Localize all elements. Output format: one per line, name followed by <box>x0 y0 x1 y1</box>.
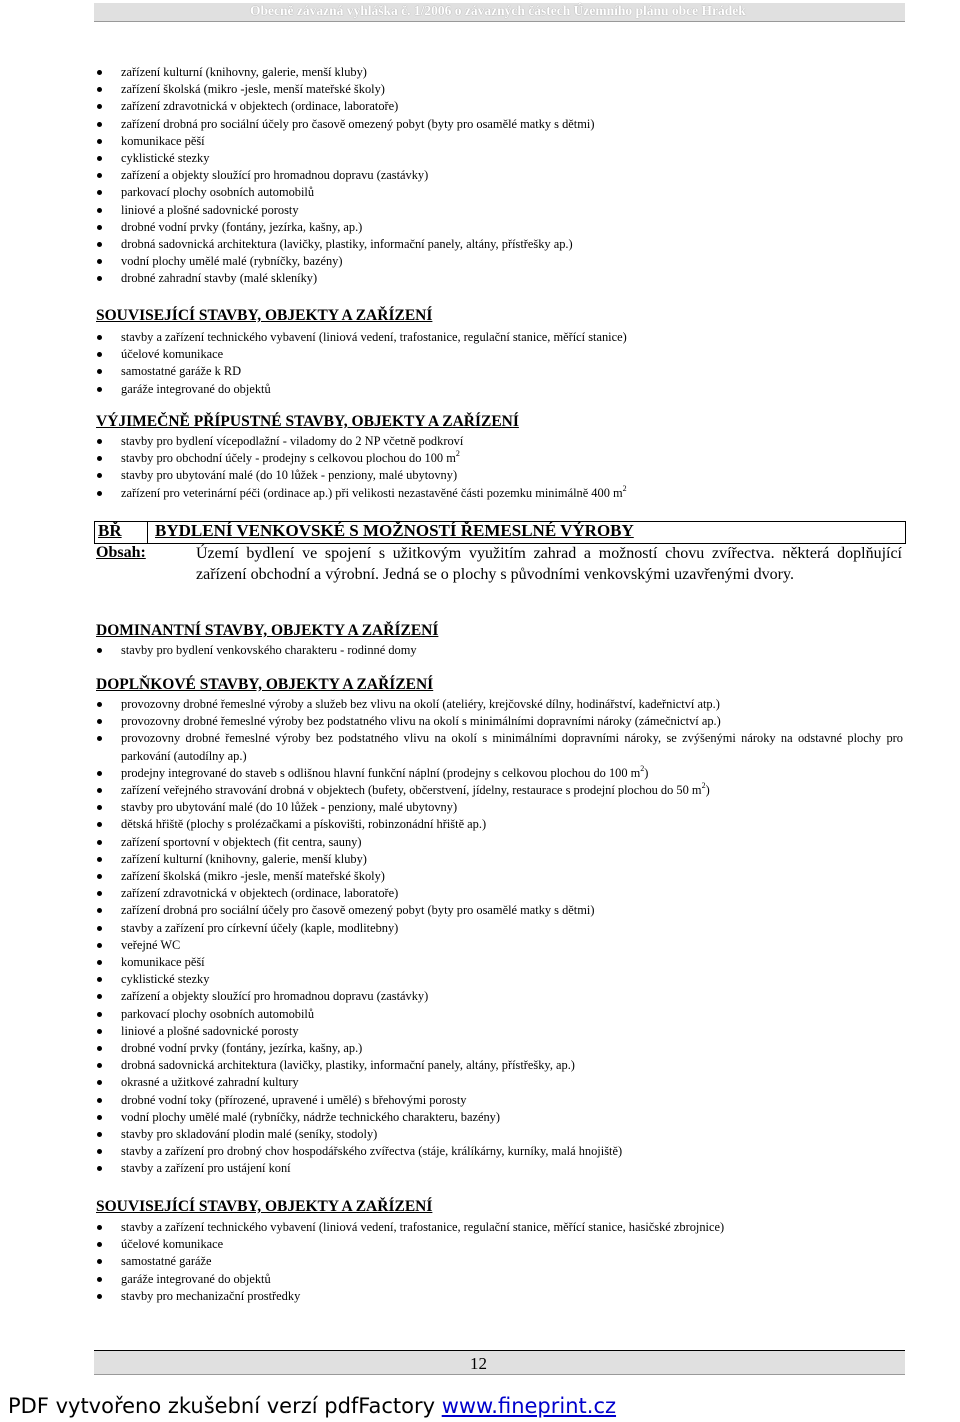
list-item: stavby a zařízení pro drobný chov hospodářského zvířectva (stáje, králíkárny, kurníky, malá hnojiště) <box>96 1143 903 1160</box>
list-item: zařízení sportovní v objektech (fit centra, sauny) <box>96 834 903 851</box>
footer-bar <box>94 1351 905 1375</box>
list-item: cyklistické stezky <box>96 971 903 988</box>
list-item: drobné vodní prvky (fontány, jezírka, kašny, ap.) <box>96 219 594 236</box>
page-number: 12 <box>470 1354 487 1373</box>
watermark-link[interactable]: www.fineprint.cz <box>441 1394 617 1418</box>
list-item: zařízení kulturní (knihovny, galerie, menší kluby) <box>96 851 903 868</box>
list-item: stavby a zařízení pro ustájení koní <box>96 1160 903 1177</box>
list-item: drobné vodní prvky (fontány, jezírka, kašny, ap.) <box>96 1040 903 1057</box>
list-item: komunikace pěší <box>96 133 594 150</box>
list-item: samostatné garáže <box>96 1253 724 1270</box>
list-item: zařízení školská (mikro -jesle, menší mateřské školy) <box>96 81 594 98</box>
list-item: zařízení drobná pro sociální účely pro časově omezený pobyt (byty pro osamělé matky s dětmi) <box>96 902 903 919</box>
list-dominantni <box>96 642 417 659</box>
list-item: okrasné a užitkové zahradní kultury <box>96 1074 903 1091</box>
zone-code: BŘ <box>98 521 122 540</box>
list-item: drobná sadovnická architektura (lavičky, plastiky, informační panely, altány, přístřešky ap.) <box>96 236 594 253</box>
list-item: zařízení zdravotnická v objektech (ordinace, laboratoře) <box>96 98 594 115</box>
list-item: cyklistické stezky <box>96 150 594 167</box>
list-item: účelové komunikace <box>96 1236 724 1253</box>
obsah-label: Obsah: <box>96 544 146 561</box>
list-item: stavby pro bydlení venkovského charakteru - rodinné domy <box>96 642 417 659</box>
list-item: zařízení pro veterinární péči (ordinace ap.) při velikosti nezastavěné části pozemku minimálně 400 $m^2$ <box>96 485 627 502</box>
list-souvisejici <box>96 329 627 398</box>
list-item: vodní plochy umělé malé (rybníčky, bazény) <box>96 253 594 270</box>
section-heading-vyjimecne: VÝJIMEČNĚ PŘÍPUSTNÉ STAVBY, OBJEKTY A ZAŘÍZENÍ <box>96 413 519 430</box>
list-item: liniové a plošné sadovnické porosty <box>96 1023 903 1040</box>
list-item: liniové a plošné sadovnické porosty <box>96 202 594 219</box>
obsah-text: Území bydlení ve spojení s užitkovým využitím zahrad a možností chovu zvířectva. některá doplňující zařízení obchodní a výrobní. Jedná se o plochy s původními venkovskými uzavřenými dvory. <box>196 545 902 583</box>
list-item: stavby pro mechanizační prostředky <box>96 1288 724 1305</box>
list-item: stavby a zařízení technického vybavení (liniová vedení, trafostanice, regulační stanice, měřící stanice) <box>96 329 627 346</box>
list-item: drobná sadovnická architektura (lavičky, plastiky, informační panely, altány, přístřešky, ap.) <box>96 1057 903 1074</box>
list-item: komunikace pěší <box>96 954 903 971</box>
document-header-title: Obecně závazná vyhláška č. 1/2006 o závazných částech Územního plánu obce Hrádek <box>250 3 746 18</box>
list-item: provozovny drobné řemeslné výroby a služeb bez vlivu na okolí (ateliéry, krejčovské dílny, hodinářství, kadeřnictví atp.) <box>96 696 903 713</box>
list-item: stavby a zařízení pro církevní účely (kaple, modlitebny) <box>96 920 903 937</box>
list-item: drobné zahradní stavby (malé skleníky) <box>96 270 594 287</box>
list-item: samostatné garáže k RD <box>96 363 627 380</box>
list-item: garáže integrované do objektů <box>96 1271 724 1288</box>
list-item: prodejny integrované do staveb s odlišnou hlavní funkční náplní (prodejny s celkovou plochou do 100 $m^2$) <box>96 765 903 782</box>
list-item: dětská hřiště (plochy s prolézačkami a pískovišti, robinzonádní hřiště ap.) <box>96 816 903 833</box>
list-item: zařízení zdravotnická v objektech (ordinace, laboratoře) <box>96 885 903 902</box>
section-heading-doplnkove: DOPLŇKOVÉ STAVBY, OBJEKTY A ZAŘÍZENÍ <box>96 676 434 693</box>
list-item: garáže integrované do objektů <box>96 381 627 398</box>
list-item: stavby pro ubytování malé (do 10 lůžek - penziony, malé ubytovny) <box>96 799 903 816</box>
list-item: zařízení a objekty sloužící pro hromadnou dopravu (zastávky) <box>96 988 903 1005</box>
list-item: stavby pro bydlení vícepodlažní - viladomy do 2 NP včetně podkroví <box>96 433 627 450</box>
list-item: zařízení a objekty sloužící pro hromadnou dopravu (zastávky) <box>96 167 594 184</box>
list-item: vodní plochy umělé malé (rybníčky, nádrže technického charakteru, bazény) <box>96 1109 903 1126</box>
list-item: stavby a zařízení technického vybavení (liniová vedení, trafostanice, regulační stanice, měřící stanice, hasičské zbrojnice) <box>96 1219 724 1236</box>
list-item: účelové komunikace <box>96 346 627 363</box>
zone-header-divider <box>147 521 148 543</box>
list-item: zařízení drobná pro sociální účely pro časově omezený pobyt (byty pro osamělé matky s dětmi) <box>96 116 594 133</box>
list-item: zařízení školská (mikro -jesle, menší mateřské školy) <box>96 868 903 885</box>
section-heading-souvisejici: SOUVISEJÍCÍ STAVBY, OBJEKTY A ZAŘÍZENÍ <box>96 1198 433 1215</box>
list-item: parkovací plochy osobních automobilů <box>96 1006 903 1023</box>
section-heading-dominantni: DOMINANTNÍ STAVBY, OBJEKTY A ZAŘÍZENÍ <box>96 622 439 639</box>
list-item: stavby pro ubytování malé (do 10 lůžek - penziony, malé ubytovny) <box>96 467 627 484</box>
watermark-text: PDF vytvořeno zkušební verzí pdfFactory <box>8 1394 442 1418</box>
list-item: zařízení kulturní (knihovny, galerie, menší kluby) <box>96 64 594 81</box>
list-item: stavby pro obchodní účely - prodejny s celkovou plochou do 100 $m^2$ <box>96 450 627 467</box>
list-item: zařízení veřejného stravování drobná v objektech (bufety, občerstvení, jídelny, restaurace s prodejní plochou do 50 $m^2$) <box>96 782 903 799</box>
list-item: provozovny drobné řemeslné výroby bez podstatného vlivu na okolí s minimálními dopravními nároky (zámečnictví ap.) <box>96 713 903 730</box>
list-item: parkovací plochy osobních automobilů <box>96 184 594 201</box>
list-item: veřejné WC <box>96 937 903 954</box>
list-item: stavby pro skladování plodin malé (seníky, stodoly) <box>96 1126 903 1143</box>
zone-title: BYDLENÍ VENKOVSKÉ S MOŽNOSTÍ ŘEMESLNÉ VÝROBY <box>155 521 634 540</box>
list-doplnkove <box>96 696 903 1178</box>
list-vyjimecne <box>96 433 627 502</box>
list-item: provozovny drobné řemeslné výroby bez podstatného vlivu na okolí s minimálními dopravními nároky, se zvýšenými nároky na odstavné plochy pro parkování (autodílny ap.) <box>96 730 903 764</box>
list-top <box>96 64 594 288</box>
pdf-watermark <box>8 1394 616 1418</box>
section-heading-souvisejici: SOUVISEJÍCÍ STAVBY, OBJEKTY A ZAŘÍZENÍ <box>96 307 433 324</box>
list-souvisejici <box>96 1219 724 1305</box>
list-item: drobné vodní toky (přírozené, upravené i umělé) s břehovými porosty <box>96 1092 903 1109</box>
